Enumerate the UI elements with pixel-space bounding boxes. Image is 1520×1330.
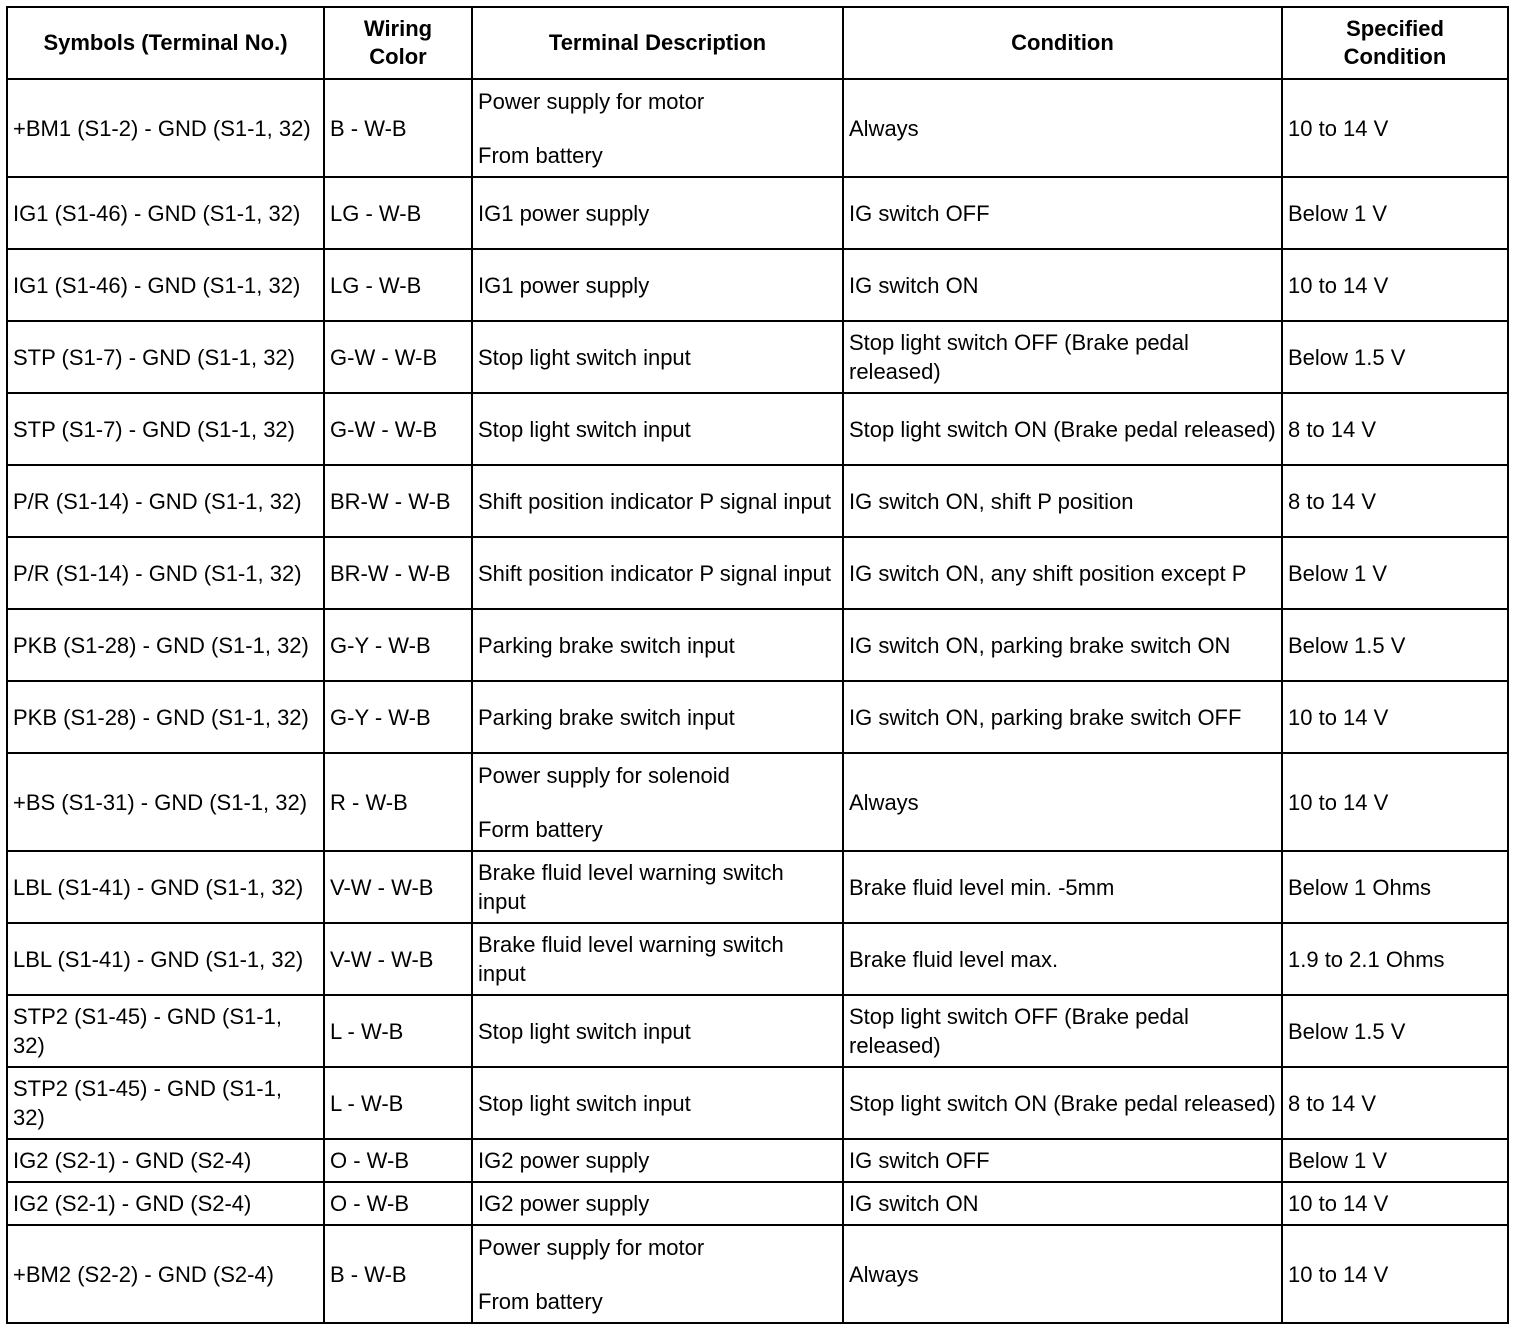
specified-condition-cell: Below 1 V — [1282, 537, 1508, 609]
wiring-color-cell: LG - W-B — [324, 177, 472, 249]
symbol-cell: IG1 (S1-46) - GND (S1-1, 32) — [7, 249, 324, 321]
table-row — [7, 321, 1508, 393]
symbol-cell: STP2 (S1-45) - GND (S1-1, 32) — [7, 995, 324, 1067]
specified-condition-cell: Below 1.5 V — [1282, 995, 1508, 1067]
wiring-color-cell: V-W - W-B — [324, 851, 472, 923]
specified-condition-cell: 8 to 14 V — [1282, 465, 1508, 537]
symbol-cell: +BM1 (S1-2) - GND (S1-1, 32) — [7, 79, 324, 177]
description-cell: Stop light switch input — [472, 1067, 843, 1139]
wiring-color-cell: B - W-B — [324, 1225, 472, 1323]
symbol-cell: +BS (S1-31) - GND (S1-1, 32) — [7, 753, 324, 851]
table-row — [7, 851, 1508, 923]
wiring-color-cell: O - W-B — [324, 1139, 472, 1182]
wiring-color-cell: BR-W - W-B — [324, 465, 472, 537]
symbol-cell: STP2 (S1-45) - GND (S1-1, 32) — [7, 1067, 324, 1139]
wiring-color-cell: LG - W-B — [324, 249, 472, 321]
table-row — [7, 923, 1508, 995]
description-cell: Brake fluid level warning switch input — [472, 923, 843, 995]
description-cell: Brake fluid level warning switch input — [472, 851, 843, 923]
description-cell: IG1 power supply — [472, 249, 843, 321]
symbol-cell: IG2 (S2-1) - GND (S2-4) — [7, 1139, 324, 1182]
symbol-cell: STP (S1-7) - GND (S1-1, 32) — [7, 321, 324, 393]
specified-condition-cell: 10 to 14 V — [1282, 753, 1508, 851]
symbol-cell: P/R (S1-14) - GND (S1-1, 32) — [7, 537, 324, 609]
specified-condition-cell: 10 to 14 V — [1282, 1225, 1508, 1323]
description-cell: Stop light switch input — [472, 393, 843, 465]
condition-cell: Always — [843, 79, 1282, 177]
description-line-1: Power supply for motor — [478, 88, 705, 114]
symbol-cell: LBL (S1-41) - GND (S1-1, 32) — [7, 923, 324, 995]
condition-cell: Always — [843, 753, 1282, 851]
description-cell: Shift position indicator P signal input — [472, 537, 843, 609]
specified-condition-cell: 10 to 14 V — [1282, 1182, 1508, 1225]
table-row — [7, 177, 1508, 249]
header-specified-condition: Specified Condition — [1282, 7, 1508, 79]
table-row — [7, 537, 1508, 609]
condition-cell: IG switch OFF — [843, 177, 1282, 249]
symbol-cell: P/R (S1-14) - GND (S1-1, 32) — [7, 465, 324, 537]
wiring-color-cell: G-W - W-B — [324, 393, 472, 465]
condition-cell: IG switch ON, any shift position except P — [843, 537, 1282, 609]
wiring-color-cell: V-W - W-B — [324, 923, 472, 995]
description-cell: IG2 power supply — [472, 1139, 843, 1182]
table-row — [7, 393, 1508, 465]
description-cell — [472, 79, 843, 177]
symbol-cell: PKB (S1-28) - GND (S1-1, 32) — [7, 609, 324, 681]
wiring-color-cell: G-Y - W-B — [324, 681, 472, 753]
table-row — [7, 1225, 1508, 1323]
description-line-2: Form battery — [478, 816, 603, 842]
condition-cell: Stop light switch ON (Brake pedal released) — [843, 1067, 1282, 1139]
condition-cell: Stop light switch OFF (Brake pedal released) — [843, 995, 1282, 1067]
header-row — [7, 7, 1508, 79]
table-body — [7, 79, 1508, 1323]
table-row — [7, 753, 1508, 851]
wiring-color-cell: G-W - W-B — [324, 321, 472, 393]
table-row — [7, 1182, 1508, 1225]
description-cell: Parking brake switch input — [472, 681, 843, 753]
description-line-1: Power supply for solenoid — [478, 762, 730, 788]
table-row — [7, 79, 1508, 177]
description-cell — [472, 1225, 843, 1323]
specified-condition-cell: Below 1 V — [1282, 177, 1508, 249]
condition-cell: IG switch ON, parking brake switch OFF — [843, 681, 1282, 753]
table-row — [7, 609, 1508, 681]
description-line-2: From battery — [478, 142, 603, 168]
wiring-color-cell: L - W-B — [324, 1067, 472, 1139]
condition-cell: IG switch ON — [843, 249, 1282, 321]
symbol-cell: PKB (S1-28) - GND (S1-1, 32) — [7, 681, 324, 753]
header-symbols: Symbols (Terminal No.) — [7, 7, 324, 79]
header-wiring-color: Wiring Color — [324, 7, 472, 79]
table-row — [7, 465, 1508, 537]
condition-cell: IG switch OFF — [843, 1139, 1282, 1182]
specified-condition-cell: Below 1.5 V — [1282, 321, 1508, 393]
header-terminal-description: Terminal Description — [472, 7, 843, 79]
condition-cell: Brake fluid level max. — [843, 923, 1282, 995]
description-cell: Stop light switch input — [472, 995, 843, 1067]
wiring-color-cell: R - W-B — [324, 753, 472, 851]
specified-condition-cell: Below 1 V — [1282, 1139, 1508, 1182]
terminal-inspection-table — [6, 6, 1509, 1324]
table-row — [7, 681, 1508, 753]
description-cell — [472, 753, 843, 851]
description-cell: Parking brake switch input — [472, 609, 843, 681]
table-row — [7, 1067, 1508, 1139]
wiring-color-cell: O - W-B — [324, 1182, 472, 1225]
wiring-color-cell: B - W-B — [324, 79, 472, 177]
specified-condition-cell: Below 1 Ohms — [1282, 851, 1508, 923]
symbol-cell: +BM2 (S2-2) - GND (S2-4) — [7, 1225, 324, 1323]
header-condition: Condition — [843, 7, 1282, 79]
description-line-2: From battery — [478, 1288, 603, 1314]
wiring-color-cell: BR-W - W-B — [324, 537, 472, 609]
table-row — [7, 249, 1508, 321]
symbol-cell: LBL (S1-41) - GND (S1-1, 32) — [7, 851, 324, 923]
condition-cell: IG switch ON — [843, 1182, 1282, 1225]
description-cell: Shift position indicator P signal input — [472, 465, 843, 537]
description-cell: Stop light switch input — [472, 321, 843, 393]
condition-cell: Stop light switch OFF (Brake pedal released) — [843, 321, 1282, 393]
condition-cell: IG switch ON, parking brake switch ON — [843, 609, 1282, 681]
wiring-color-cell: L - W-B — [324, 995, 472, 1067]
table-row — [7, 1139, 1508, 1182]
description-cell: IG1 power supply — [472, 177, 843, 249]
condition-cell: Stop light switch ON (Brake pedal released) — [843, 393, 1282, 465]
wiring-color-cell: G-Y - W-B — [324, 609, 472, 681]
symbol-cell: IG1 (S1-46) - GND (S1-1, 32) — [7, 177, 324, 249]
condition-cell: IG switch ON, shift P position — [843, 465, 1282, 537]
specified-condition-cell: Below 1.5 V — [1282, 609, 1508, 681]
specified-condition-cell: 1.9 to 2.1 Ohms — [1282, 923, 1508, 995]
specified-condition-cell: 10 to 14 V — [1282, 681, 1508, 753]
condition-cell: Brake fluid level min. -5mm — [843, 851, 1282, 923]
specified-condition-cell: 10 to 14 V — [1282, 79, 1508, 177]
table-row — [7, 995, 1508, 1067]
specified-condition-cell: 8 to 14 V — [1282, 393, 1508, 465]
description-cell: IG2 power supply — [472, 1182, 843, 1225]
specified-condition-cell: 10 to 14 V — [1282, 249, 1508, 321]
specified-condition-cell: 8 to 14 V — [1282, 1067, 1508, 1139]
symbol-cell: IG2 (S2-1) - GND (S2-4) — [7, 1182, 324, 1225]
condition-cell: Always — [843, 1225, 1282, 1323]
description-line-1: Power supply for motor — [478, 1234, 705, 1260]
symbol-cell: STP (S1-7) - GND (S1-1, 32) — [7, 393, 324, 465]
